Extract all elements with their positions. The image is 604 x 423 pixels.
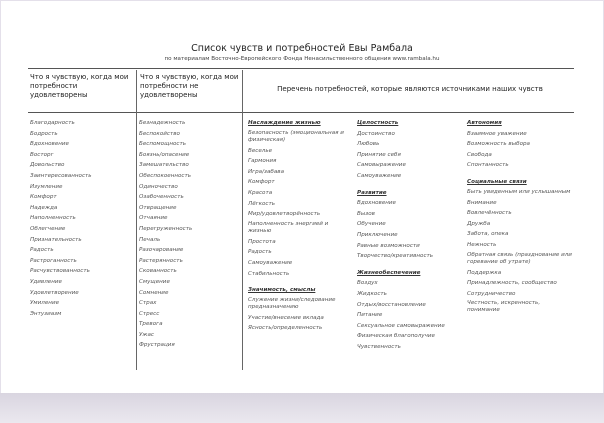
needs-item: Взаимное уважение [467,130,527,137]
list-item: Обеспокоенность [139,172,192,179]
list-item: Озабоченность [139,194,184,201]
list-item: Наполненность [30,215,76,222]
list-item: Удовлетворение [30,289,79,296]
column-divider-2 [242,70,243,370]
list-item: Радость [30,247,54,254]
list-item: Довольство [30,162,65,169]
needs-group-heading: Автономия [467,120,502,126]
needs-group-heading: Значимость, смыслы [248,287,316,294]
header-rule [28,112,574,113]
header-feelings-met: Что я чувствую, когда мои потребности удовлетворены [30,73,129,99]
needs-item: Красота [248,189,273,196]
list-item: Облегчение [30,225,66,232]
needs-item: Отдых/восстановление [357,301,426,308]
needs-column-3 [467,118,574,316]
needs-item: Свобода [467,151,492,158]
needs-item: Чувственность [357,343,401,350]
list-item: Вдохновение [30,141,69,148]
needs-item: Обучение [357,221,386,228]
needs-item: Стабильность [248,270,290,277]
needs-item: Достоинство [357,130,395,137]
page-subtitle: по материалам Восточно-Европейского Фонда Ненасильственного общения www.rambala.hu [164,56,440,62]
needs-item: Мир/удовлетворённость [248,211,321,218]
needs-item: Жидкость [357,290,387,297]
list-item: Страх [139,300,157,307]
column-divider-1 [136,70,137,370]
needs-item: Обратная связь (празднование или горевание об утрате) [467,251,572,265]
needs-item: Служение жизни/следование предназначению [248,296,336,310]
list-item: Беспомощность [139,141,187,148]
top-rule [28,68,574,69]
needs-item: Ясность/определенность [248,325,323,332]
page-title: Список чувств и потребностей Евы Рамбала [191,43,413,54]
needs-item: Спонтанность [467,162,509,169]
needs-group-heading: Развитие [357,189,387,196]
list-item: Признательность [30,236,82,243]
list-item: Отчаяние [139,215,168,222]
list-item: Растроганность [30,257,77,264]
needs-item: Наполненность энергией и жизнью [248,220,329,234]
list-item: Удивление [30,278,62,285]
needs-item: Быть увиденным или услышанным [467,188,571,195]
needs-group-heading: Целостность [357,120,399,126]
list-item: Замешательство [139,162,189,169]
list-item: Безнадежность [139,120,186,126]
needs-item: Принадлежность, сообщество [467,280,557,287]
needs-item: Участие/внесение вклада [248,314,324,321]
list-item: Растерянность [139,257,183,264]
needs-item: Самовыражение [357,162,406,169]
list-item: Заинтересованность [30,172,92,179]
feelings-unmet-list [139,118,239,351]
list-item: Стресс [139,310,160,317]
list-item: Надежда [30,204,58,211]
needs-item: Вовлечённость [467,210,512,217]
list-item: Сомнение [139,289,169,296]
list-item: Умиление [30,300,60,307]
list-item: Ужас [139,331,154,338]
feelings-met-list [30,118,134,319]
needs-item: Вызов [357,210,375,217]
needs-item: Безопасность (эмоциональная и физическая) [248,129,344,143]
needs-item: Самоуважение [357,172,402,179]
list-item: Бодрость [30,130,58,137]
needs-item: Забота, опека [467,231,509,238]
needs-item: Возможность выбора [467,141,530,148]
list-item: Восторг [30,151,54,158]
needs-item: Любовь [357,141,380,148]
list-item: Комфорт [30,194,57,201]
needs-item: Внимание [467,199,497,206]
needs-item: Творчество/креативность [357,253,434,260]
needs-item: Питание [357,312,383,319]
list-item: Одиночество [139,183,178,190]
needs-group-heading: Социальные связи [467,178,527,185]
list-item: Перегруженность [139,225,193,232]
needs-item: Сексуальное самовыражение [357,322,445,329]
needs-item: Воздух [357,280,378,287]
list-item: Смущение [139,278,170,285]
needs-item: Поддержка [467,269,502,276]
list-item: Печаль [139,236,161,243]
needs-item: Вдохновение [357,200,396,207]
needs-column-2 [357,118,461,352]
needs-group-heading: Наслаждение жизнью [248,120,321,126]
needs-item: Равные возможности [357,242,420,249]
needs-item: Игра/забава [248,168,284,175]
needs-item: Принятие себя [357,151,401,158]
list-item: Скованность [139,268,177,275]
needs-item: Простота [248,238,276,245]
needs-item: Нежность [467,241,497,248]
list-item: Беспокойство [139,130,180,137]
list-item: Отвращение [139,204,177,211]
needs-column-1 [248,118,350,334]
needs-item: Гармония [248,158,277,165]
needs-item: Комфорт [248,179,275,186]
needs-item: Приключение [357,231,398,238]
needs-item: Самоуважение [248,259,293,266]
needs-group-heading: Жизнеобеспечение [357,269,421,276]
needs-item: Лёгкость [248,200,276,207]
needs-item: Радость [248,249,272,256]
list-item: Фрустрация [139,342,175,349]
list-item: Тревога [139,321,163,328]
list-item: Разочарование [139,247,184,254]
needs-item: Физическая благополучие [357,333,435,340]
list-item: Боязнь/опасение [139,151,190,158]
header-feelings-unmet: Что я чувствую, когда мои потребности не удовлетворены [140,73,239,99]
needs-item: Дружба [467,220,491,227]
needs-item: Веселье [248,147,273,154]
bottom-band [0,393,604,423]
list-item: Благодарность [30,120,75,126]
needs-item: Честность, искренность, понимание [467,300,541,314]
list-item: Изумление [30,183,63,190]
list-item: Расчувствованность [30,268,90,275]
header-needs: Перечень потребностей, которые являются источниками наших чувств [277,85,543,93]
needs-item: Сотрудничество [467,290,516,297]
list-item: Энтузиазм [30,310,62,317]
